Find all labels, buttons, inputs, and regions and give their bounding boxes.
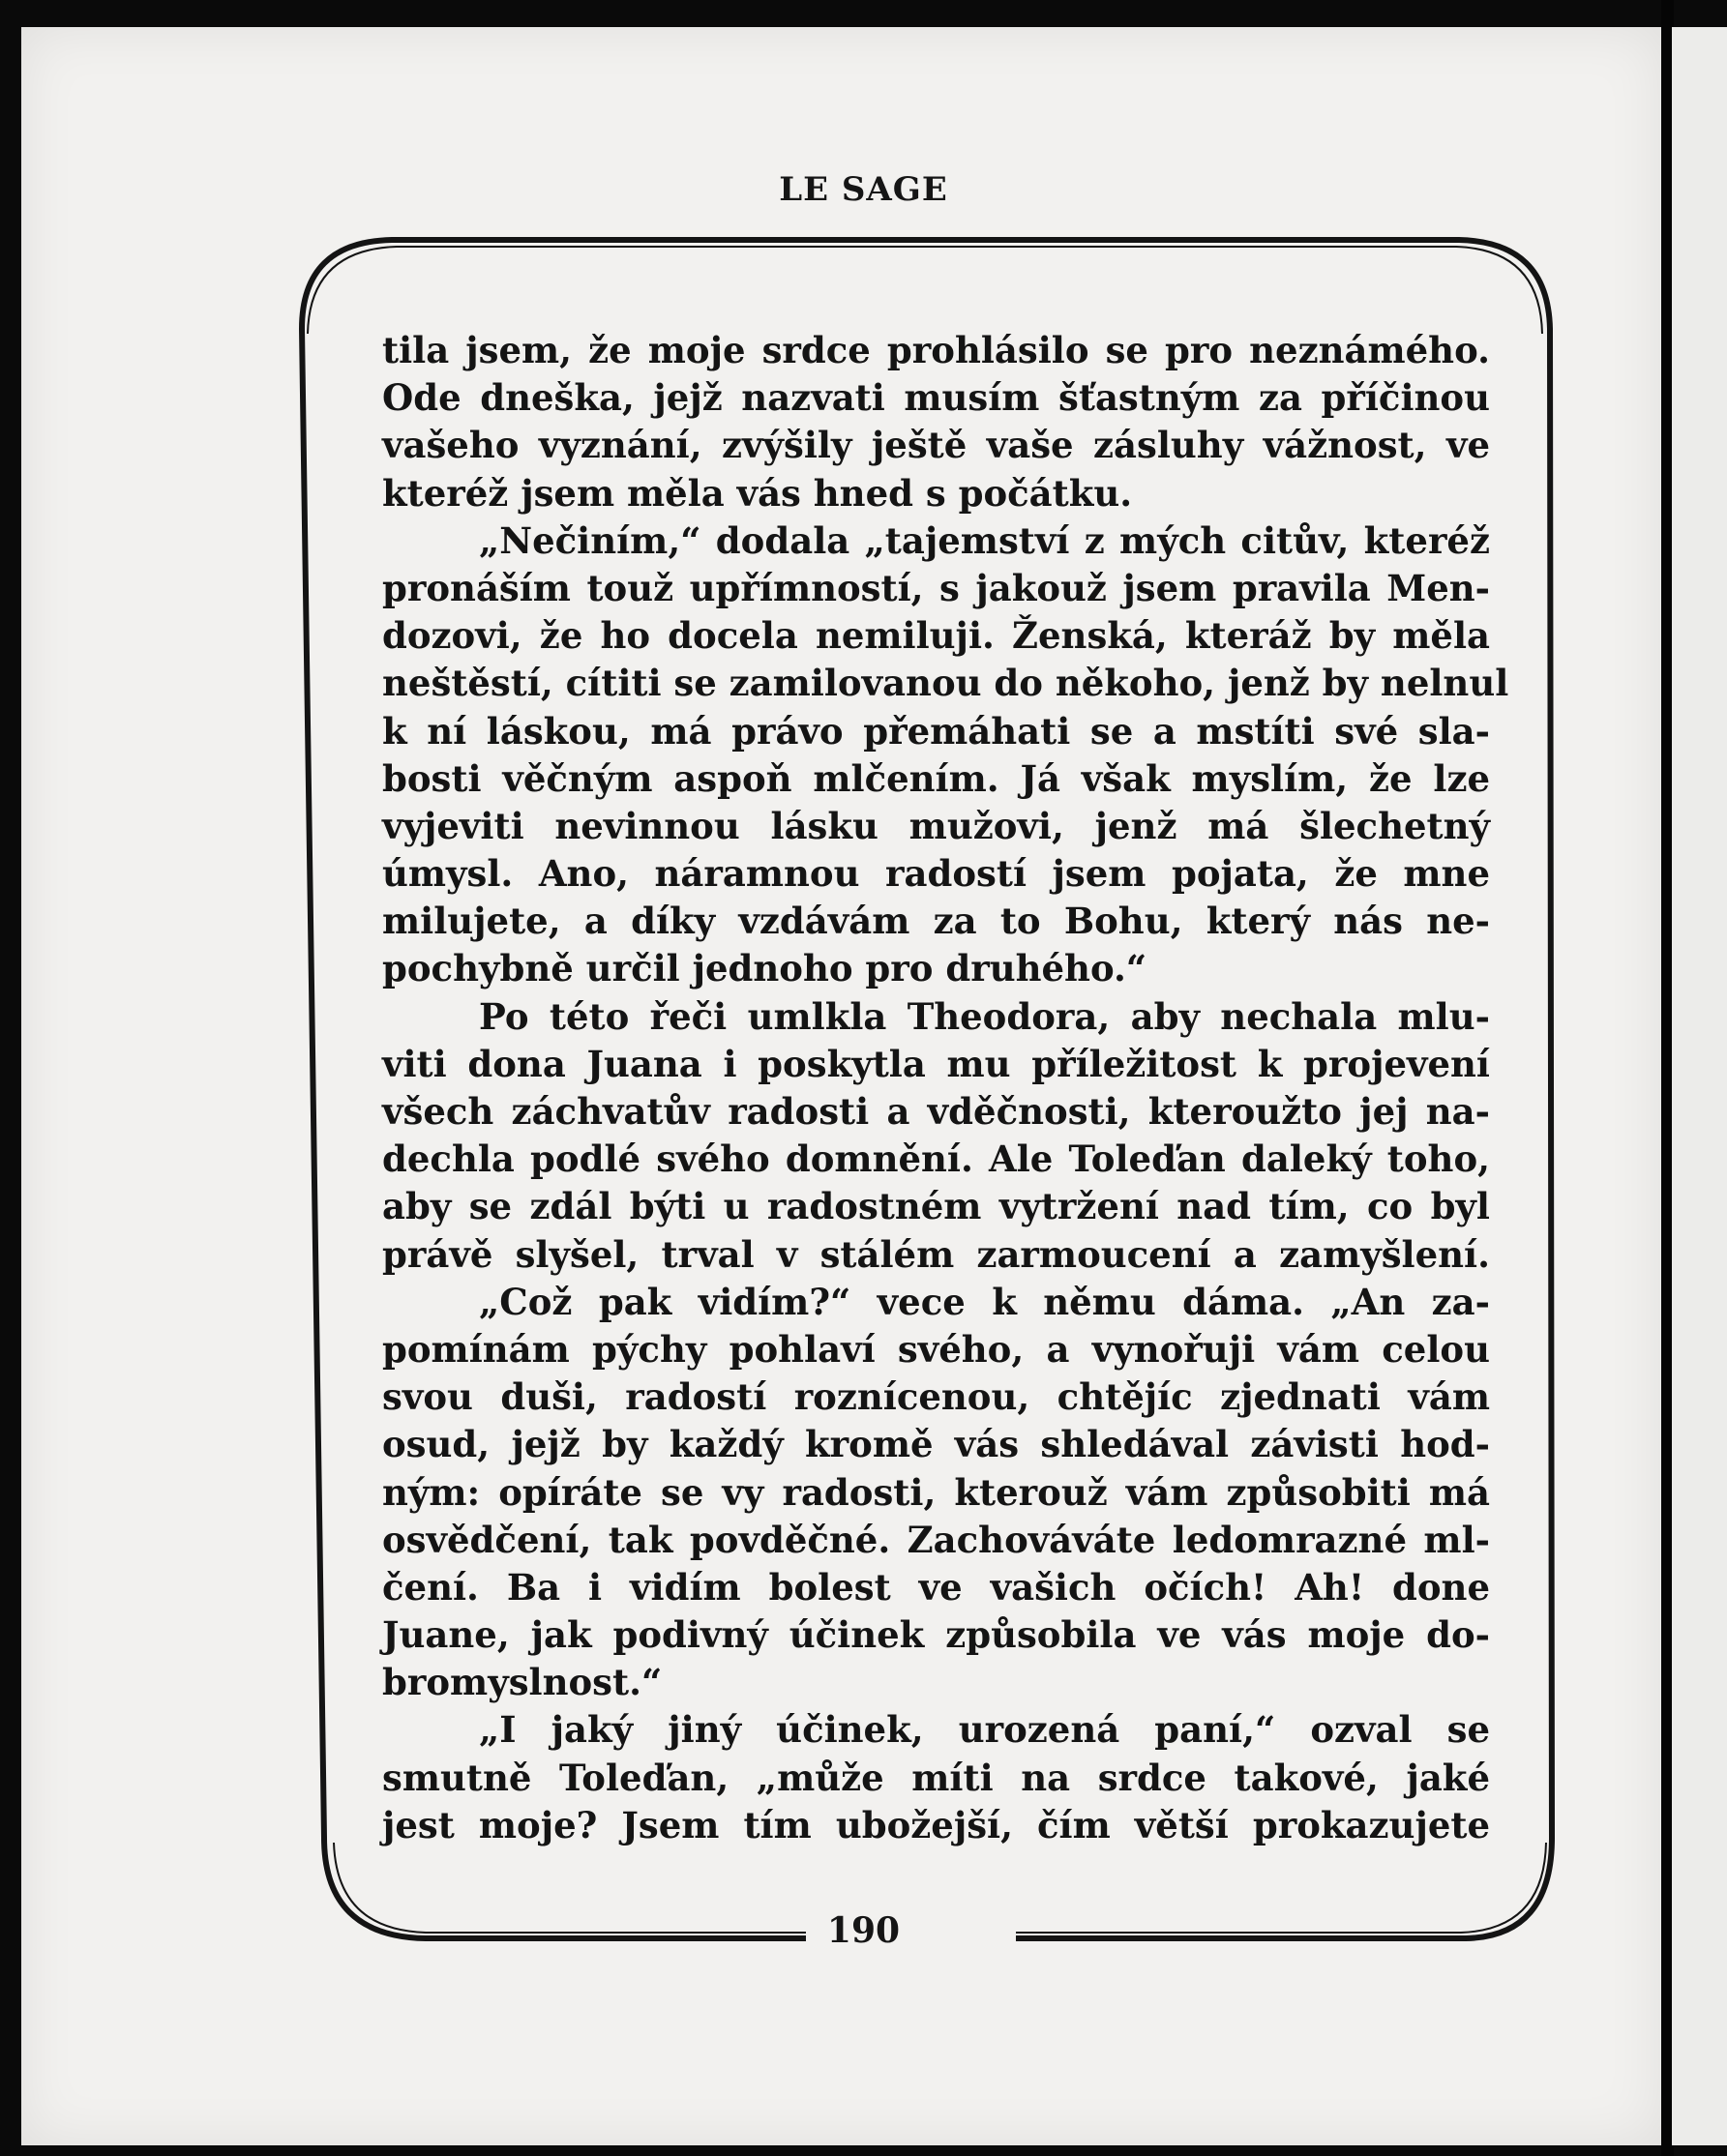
text-line: „I jaký jiný účinek, urozená paní,“ ozval se <box>479 1708 1490 1752</box>
text-line: kteréž jsem měla vás hned s počátku. <box>382 471 1133 515</box>
text-line: pronáším touž upřímností, s jakouž jsem pravila Men- <box>382 566 1490 609</box>
text-line: milujete, a díky vzdávám za to Bohu, který nás ne- <box>382 900 1490 943</box>
text-line: všech záchvatův radosti a vděčnosti, kteroužto jej na- <box>382 1090 1490 1133</box>
text-line: bosti věčným aspoň mlčením. Já však myslím, že lze <box>382 756 1490 800</box>
text-line: vašeho vyznání, zvýšily ještě vaše zásluhy vážnost, ve <box>382 424 1490 467</box>
text-line: pochybně určil jednoho pro druhého.“ <box>382 947 1147 990</box>
text-line: neštěstí, cítiti se zamilovanou do někoho, jenž by nelnul <box>382 662 1509 705</box>
page-number-label: 190 <box>806 1910 921 1951</box>
body-text <box>382 327 1509 1849</box>
text-line: aby se zdál býti u radostném vytržení nad tím, co byl <box>382 1185 1490 1228</box>
text-line: „Což pak vidím?“ vece k němu dáma. „An za- <box>479 1280 1490 1323</box>
page-number <box>0 1910 1727 1951</box>
text-line: pomínám pýchy pohlaví svého, a vynořuji vám celou <box>382 1327 1490 1371</box>
text-line: Po této řeči umlkla Theodora, aby nechala mlu- <box>479 994 1490 1038</box>
text-line: dozovi, že ho docela nemiluji. Ženská, kteráž by měla <box>382 614 1490 658</box>
text-line: svou duši, radostí roznícenou, chtějíc zjednati vám <box>382 1375 1490 1419</box>
running-head: LE SAGE <box>779 170 948 209</box>
text-line: bromyslnost.“ <box>382 1661 663 1704</box>
text-line: právě slyšel, trval v stálém zarmoucení a zamyšlení. <box>382 1232 1490 1276</box>
text-line: Ode dneška, jejž nazvati musím šťastným za příčinou <box>382 376 1490 420</box>
text-line: čení. Ba i vidím bolest ve vašich očích! Ah! done <box>382 1565 1490 1609</box>
text-line: úmysl. Ano, náramnou radostí jsem pojata, že mne <box>382 852 1490 896</box>
text-line: tila jsem, že moje srdce prohlásilo se pro neznámého. <box>382 329 1490 371</box>
text-line: osvědčení, tak povděčné. Zachováváte ledomrazné ml- <box>382 1518 1490 1561</box>
text-line: osud, jejž by každý kromě vás shledával závisti hod- <box>382 1423 1490 1466</box>
frame-outline-inner <box>308 247 1542 334</box>
text-line: Juane, jak podivný účinek způsobila ve vás moje do- <box>382 1613 1490 1657</box>
text-line: viti dona Juana i poskytla mu příležitost k projevení <box>382 1042 1490 1085</box>
text-line: k ní láskou, má právo přemáhati se a mstíti své sla- <box>382 709 1490 753</box>
text-line: dechla podlé svého domnění. Ale Toleďan daleký toho, <box>382 1137 1490 1181</box>
text-line: „Nečiním,“ dodala „tajemství z mých citův, kteréž <box>479 518 1490 562</box>
text-line: jest moje? Jsem tím ubožejší, čím větší prokazujete <box>382 1803 1490 1846</box>
text-line: ným: opíráte se vy radosti, kterouž vám způsobiti má <box>382 1470 1490 1514</box>
text-line: vyjeviti nevinnou lásku mužovi, jenž má šlechetný <box>382 804 1490 847</box>
text-line: smutně Toleďan, „může míti na srdce takové, jaké <box>382 1756 1490 1799</box>
